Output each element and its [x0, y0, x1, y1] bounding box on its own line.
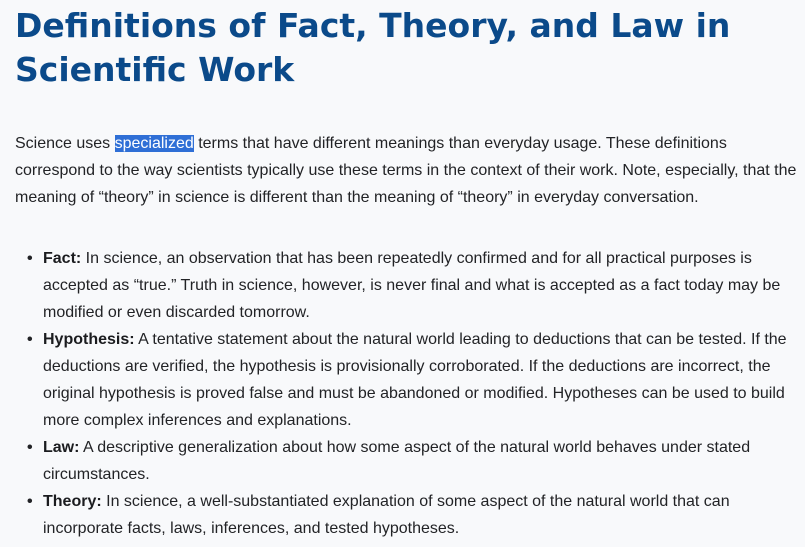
definitions-list — [15, 245, 805, 542]
list-item-fact — [27, 245, 805, 326]
term-label: Fact: — [43, 250, 82, 267]
page-title: Definitions of Fact, Theory, and Law in Scientific Work — [15, 6, 731, 89]
selected-text-highlight[interactable]: specialized — [114, 135, 194, 152]
definition-text: A tentative statement about the natural world leading to deductions that can be tested. If the deductions are verified, the hypothesis is provisionally corroborated. If the deductions are incorrect, the original hypothesis is proved false and must be abandoned or modified. Hypotheses can be used to build more complex inferences and explanations. — [43, 331, 787, 429]
term-label: Hypothesis: — [43, 331, 135, 348]
term-label: Law: — [43, 439, 80, 456]
bullet-icon: • — [27, 493, 33, 510]
list-item-theory — [27, 488, 805, 542]
definition-text: A descriptive generalization about how some aspect of the natural world behaves under stated circumstances. — [43, 439, 751, 483]
bullet-icon: • — [27, 250, 33, 267]
article — [15, 0, 805, 542]
bullet-icon: • — [27, 331, 33, 348]
intro-text-end: terms that have different meanings than everyday usage. These definitions correspond to the way scientists typically use these terms in the context of their work. Note, especially, that the meaning of “theory” in science is different than the meaning of “theory” in everyday conversation. — [15, 135, 797, 206]
intro-text-start: Science uses — [15, 135, 115, 152]
intro-paragraph — [15, 130, 805, 211]
term-label: Theory: — [43, 493, 102, 510]
list-item-hypothesis — [27, 326, 805, 434]
definition-text: In science, a well-substantiated explanation of some aspect of the natural world that can incorporate facts, laws, inferences, and tested hypotheses. — [43, 493, 730, 537]
list-item-law — [27, 434, 805, 488]
definition-text: In science, an observation that has been repeatedly confirmed and for all practical purposes is accepted as “true.” Truth in science, however, is never final and what is accepted as a fact today may be modified or even discarded tomorrow. — [43, 250, 781, 321]
bullet-icon: • — [27, 439, 33, 456]
